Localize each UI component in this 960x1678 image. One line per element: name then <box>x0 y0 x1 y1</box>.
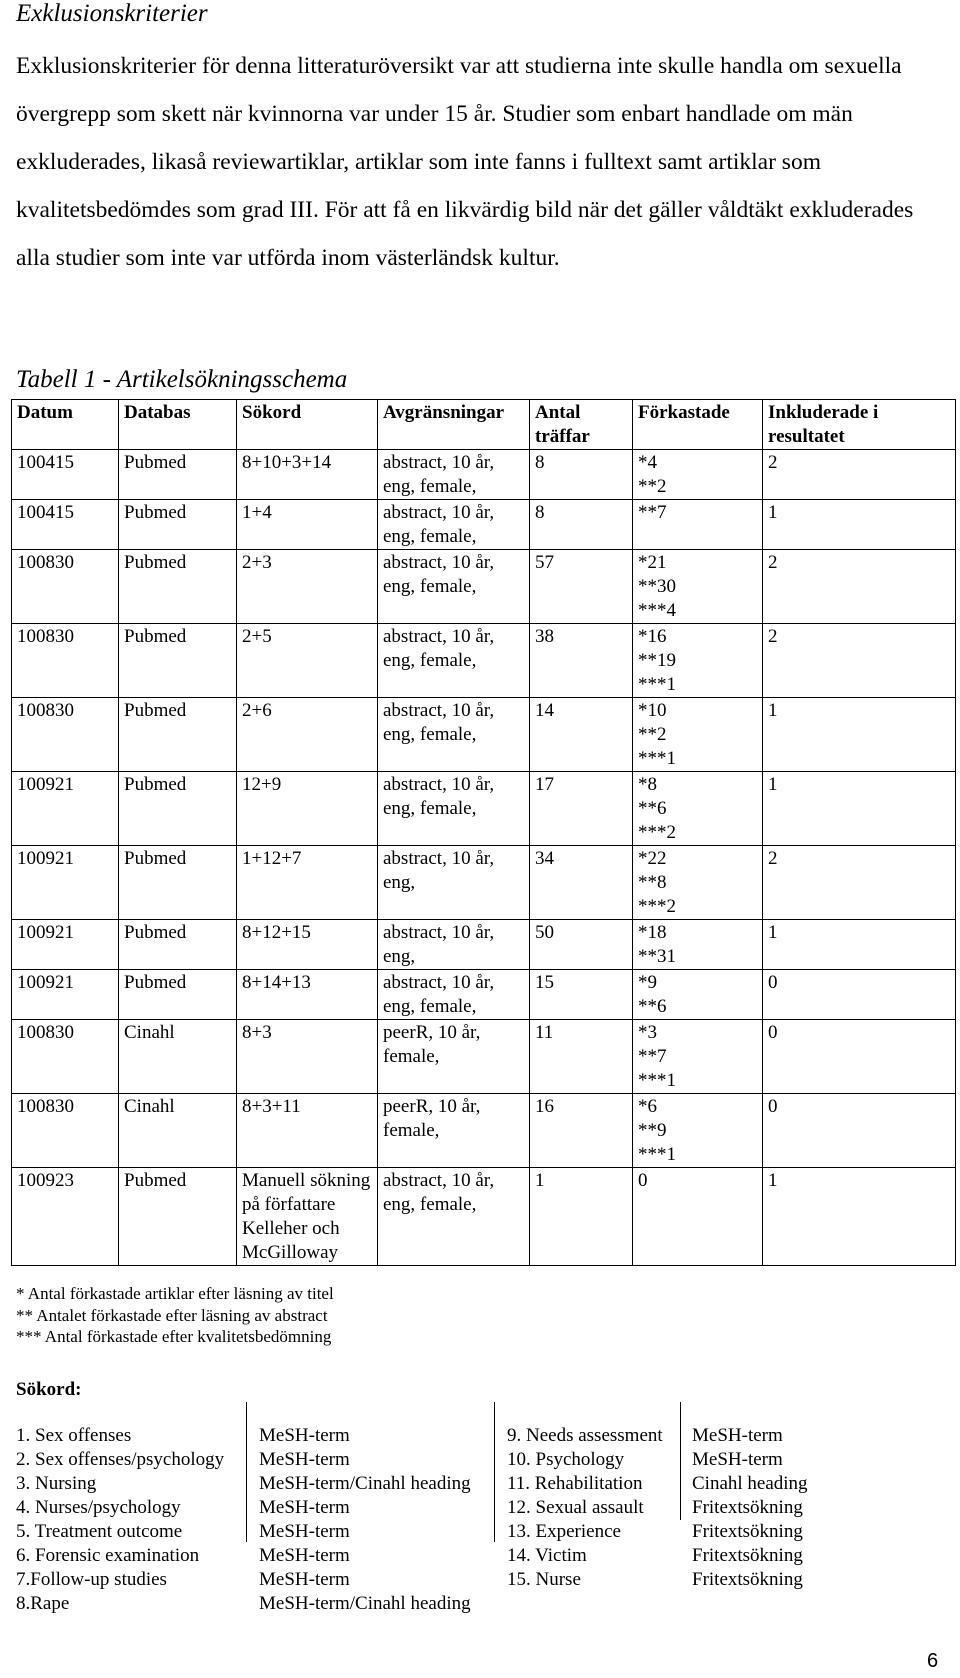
table-row <box>12 1020 956 1094</box>
cell-antal: 8 <box>530 500 633 550</box>
search-term: 5. Treatment outcome <box>16 1521 183 1542</box>
cell-forkastade: *8 **6 ***2 <box>633 772 763 846</box>
cell-forkastade: *22 **8 ***2 <box>633 846 763 920</box>
table-header-row <box>12 400 956 450</box>
cell-sokord: Manuell sökning på författare Kelleher och McGilloway <box>237 1168 378 1266</box>
cell-sokord: 12+9 <box>237 772 378 846</box>
search-term: 14. Victim <box>507 1545 587 1566</box>
term-type: MeSH-term <box>692 1425 783 1446</box>
header-inkluderade: Inkluderade i resultatet <box>763 400 956 450</box>
header-sokord: Sökord <box>237 400 378 450</box>
cell-inkluderade: 2 <box>763 450 956 500</box>
cell-inkluderade: 2 <box>763 550 956 624</box>
cell-inkluderade: 1 <box>763 772 956 846</box>
search-term: 13. Experience <box>507 1521 621 1542</box>
term-type: MeSH-term <box>259 1521 350 1542</box>
term-type: Fritextsökning <box>692 1569 803 1590</box>
cell-inkluderade: 2 <box>763 846 956 920</box>
sokord-title: Sökord: <box>16 1379 82 1400</box>
cell-inkluderade: 2 <box>763 624 956 698</box>
cell-forkastade: 0 <box>633 1168 763 1266</box>
cell-sokord: 8+12+15 <box>237 920 378 970</box>
left-types-column <box>259 1424 471 1616</box>
table-row <box>12 1168 956 1266</box>
cell-datum: 100415 <box>12 450 119 500</box>
cell-forkastade: *3 **7 ***1 <box>633 1020 763 1094</box>
cell-antal: 15 <box>530 970 633 1020</box>
table-row <box>12 550 956 624</box>
section-heading: Exklusionskriterier <box>16 0 208 27</box>
cell-forkastade: *18 **31 <box>633 920 763 970</box>
table-row <box>12 970 956 1020</box>
term-type: MeSH-term <box>259 1425 350 1446</box>
term-type: Fritextsökning <box>692 1545 803 1566</box>
cell-inkluderade: 0 <box>763 970 956 1020</box>
cell-antal: 16 <box>530 1094 633 1168</box>
search-term: 8.Rape <box>16 1593 70 1614</box>
table-row <box>12 846 956 920</box>
divider-line <box>494 1402 495 1542</box>
header-avgransningar: Avgränsningar <box>378 400 530 450</box>
cell-sokord: 1+4 <box>237 500 378 550</box>
cell-antal: 50 <box>530 920 633 970</box>
table-row <box>12 624 956 698</box>
cell-antal: 11 <box>530 1020 633 1094</box>
cell-avgransningar: abstract, 10 år, eng, female, <box>378 624 530 698</box>
search-term: 1. Sex offenses <box>16 1425 132 1446</box>
cell-antal: 57 <box>530 550 633 624</box>
table-footnotes <box>16 1283 334 1348</box>
cell-forkastade: **7 <box>633 500 763 550</box>
term-type: MeSH-term <box>259 1569 350 1590</box>
divider-line <box>680 1402 681 1520</box>
term-type: MeSH-term/Cinahl heading <box>259 1473 471 1494</box>
cell-inkluderade: 1 <box>763 698 956 772</box>
cell-avgransningar: abstract, 10 år, eng, female, <box>378 550 530 624</box>
cell-sokord: 2+5 <box>237 624 378 698</box>
cell-sokord: 8+10+3+14 <box>237 450 378 500</box>
cell-sokord: 2+3 <box>237 550 378 624</box>
cell-forkastade: *9 **6 <box>633 970 763 1020</box>
search-term: 3. Nursing <box>16 1473 97 1494</box>
cell-sokord: 2+6 <box>237 698 378 772</box>
cell-sokord: 8+3 <box>237 1020 378 1094</box>
search-table <box>11 399 956 1266</box>
cell-avgransningar: abstract, 10 år, eng, female, <box>378 1168 530 1266</box>
cell-datum: 100921 <box>12 846 119 920</box>
cell-avgransningar: peerR, 10 år, female, <box>378 1020 530 1094</box>
cell-sokord: 8+3+11 <box>237 1094 378 1168</box>
search-term: 11. Rehabilitation <box>507 1473 643 1494</box>
cell-sokord: 1+12+7 <box>237 846 378 920</box>
footnote-abstract: ** Antalet förkastade efter läsning av abstract <box>16 1305 328 1325</box>
cell-avgransningar: abstract, 10 år, eng, female, <box>378 970 530 1020</box>
page-number: 6 <box>927 1650 939 1672</box>
cell-forkastade: *6 **9 ***1 <box>633 1094 763 1168</box>
left-terms-column <box>16 1424 224 1616</box>
term-type: Cinahl heading <box>692 1473 808 1494</box>
term-type: MeSH-term <box>259 1545 350 1566</box>
cell-avgransningar: abstract, 10 år, eng, female, <box>378 450 530 500</box>
cell-avgransningar: abstract, 10 år, eng, <box>378 846 530 920</box>
header-datum: Datum <box>12 400 119 450</box>
cell-inkluderade: 0 <box>763 1020 956 1094</box>
cell-datum: 100830 <box>12 550 119 624</box>
cell-avgransningar: abstract, 10 år, eng, <box>378 920 530 970</box>
search-term: 4. Nurses/psychology <box>16 1497 181 1518</box>
term-type: Fritextsökning <box>692 1497 803 1518</box>
footnote-title: * Antal förkastade artiklar efter läsning av titel <box>16 1284 334 1303</box>
cell-datum: 100415 <box>12 500 119 550</box>
header-databas: Databas <box>119 400 237 450</box>
cell-avgransningar: abstract, 10 år, eng, female, <box>378 698 530 772</box>
cell-databas: Pubmed <box>119 846 237 920</box>
search-term: 6. Forensic examination <box>16 1545 200 1566</box>
search-term: 2. Sex offenses/psychology <box>16 1449 225 1470</box>
cell-datum: 100921 <box>12 772 119 846</box>
cell-antal: 14 <box>530 698 633 772</box>
cell-inkluderade: 0 <box>763 1094 956 1168</box>
cell-datum: 100921 <box>12 920 119 970</box>
search-term: 12. Sexual assault <box>507 1497 644 1518</box>
table-row <box>12 920 956 970</box>
cell-databas: Pubmed <box>119 450 237 500</box>
cell-datum: 100830 <box>12 1094 119 1168</box>
cell-avgransningar: abstract, 10 år, eng, female, <box>378 500 530 550</box>
cell-datum: 100830 <box>12 624 119 698</box>
right-types-column <box>692 1424 808 1592</box>
cell-antal: 1 <box>530 1168 633 1266</box>
term-type: MeSH-term <box>259 1449 350 1470</box>
table-row <box>12 698 956 772</box>
cell-inkluderade: 1 <box>763 920 956 970</box>
search-term: 10. Psychology <box>507 1449 625 1470</box>
term-type: Fritextsökning <box>692 1521 803 1542</box>
divider-line <box>246 1402 247 1542</box>
cell-datum: 100830 <box>12 1020 119 1094</box>
cell-forkastade: *4 **2 <box>633 450 763 500</box>
cell-forkastade: *21 **30 ***4 <box>633 550 763 624</box>
cell-databas: Pubmed <box>119 624 237 698</box>
cell-databas: Pubmed <box>119 772 237 846</box>
cell-databas: Cinahl <box>119 1094 237 1168</box>
cell-antal: 17 <box>530 772 633 846</box>
cell-datum: 100921 <box>12 970 119 1020</box>
table-caption: Tabell 1 - Artikelsökningsschema <box>16 366 348 393</box>
cell-databas: Pubmed <box>119 970 237 1020</box>
cell-databas: Pubmed <box>119 1168 237 1266</box>
table-row <box>12 772 956 846</box>
cell-forkastade: *16 **19 ***1 <box>633 624 763 698</box>
cell-databas: Cinahl <box>119 1020 237 1094</box>
exclusion-paragraph: Exklusionskriterier för denna litteraturöversikt var att studierna inte skulle handla om sexuella övergrepp som skett när kvinnorna var under 15 år. Studier som enbart handlade om män exkluderades, likaså reviewartiklar, artiklar som inte fanns i fulltext samt artiklar som kvalitetsbedömdes som grad III. För att få en likvärdig bild när det gäller våldtäkt exkluderades alla studier som inte var utförda inom västerländsk kultur. <box>16 53 914 271</box>
header-antal-traffar: Antal träffar <box>530 400 633 450</box>
term-type: MeSH-term/Cinahl heading <box>259 1593 471 1614</box>
cell-sokord: 8+14+13 <box>237 970 378 1020</box>
term-type: MeSH-term <box>692 1449 783 1470</box>
search-term: 7.Follow-up studies <box>16 1569 167 1590</box>
cell-avgransningar: abstract, 10 år, eng, female, <box>378 772 530 846</box>
cell-datum: 100830 <box>12 698 119 772</box>
cell-databas: Pubmed <box>119 550 237 624</box>
cell-datum: 100923 <box>12 1168 119 1266</box>
search-term: 9. Needs assessment <box>507 1425 663 1446</box>
table-row <box>12 1094 956 1168</box>
cell-inkluderade: 1 <box>763 500 956 550</box>
search-term: 15. Nurse <box>507 1569 581 1590</box>
cell-antal: 38 <box>530 624 633 698</box>
cell-inkluderade: 1 <box>763 1168 956 1266</box>
table-row <box>12 450 956 500</box>
cell-antal: 8 <box>530 450 633 500</box>
footnote-quality: *** Antal förkastade efter kvalitetsbedömning <box>16 1327 332 1346</box>
right-terms-column <box>507 1424 663 1592</box>
cell-forkastade: *10 **2 ***1 <box>633 698 763 772</box>
cell-avgransningar: peerR, 10 år, female, <box>378 1094 530 1168</box>
header-forkastade: Förkastade <box>633 400 763 450</box>
table-row <box>12 500 956 550</box>
cell-antal: 34 <box>530 846 633 920</box>
cell-databas: Pubmed <box>119 500 237 550</box>
term-type: MeSH-term <box>259 1497 350 1518</box>
cell-databas: Pubmed <box>119 920 237 970</box>
cell-databas: Pubmed <box>119 698 237 772</box>
